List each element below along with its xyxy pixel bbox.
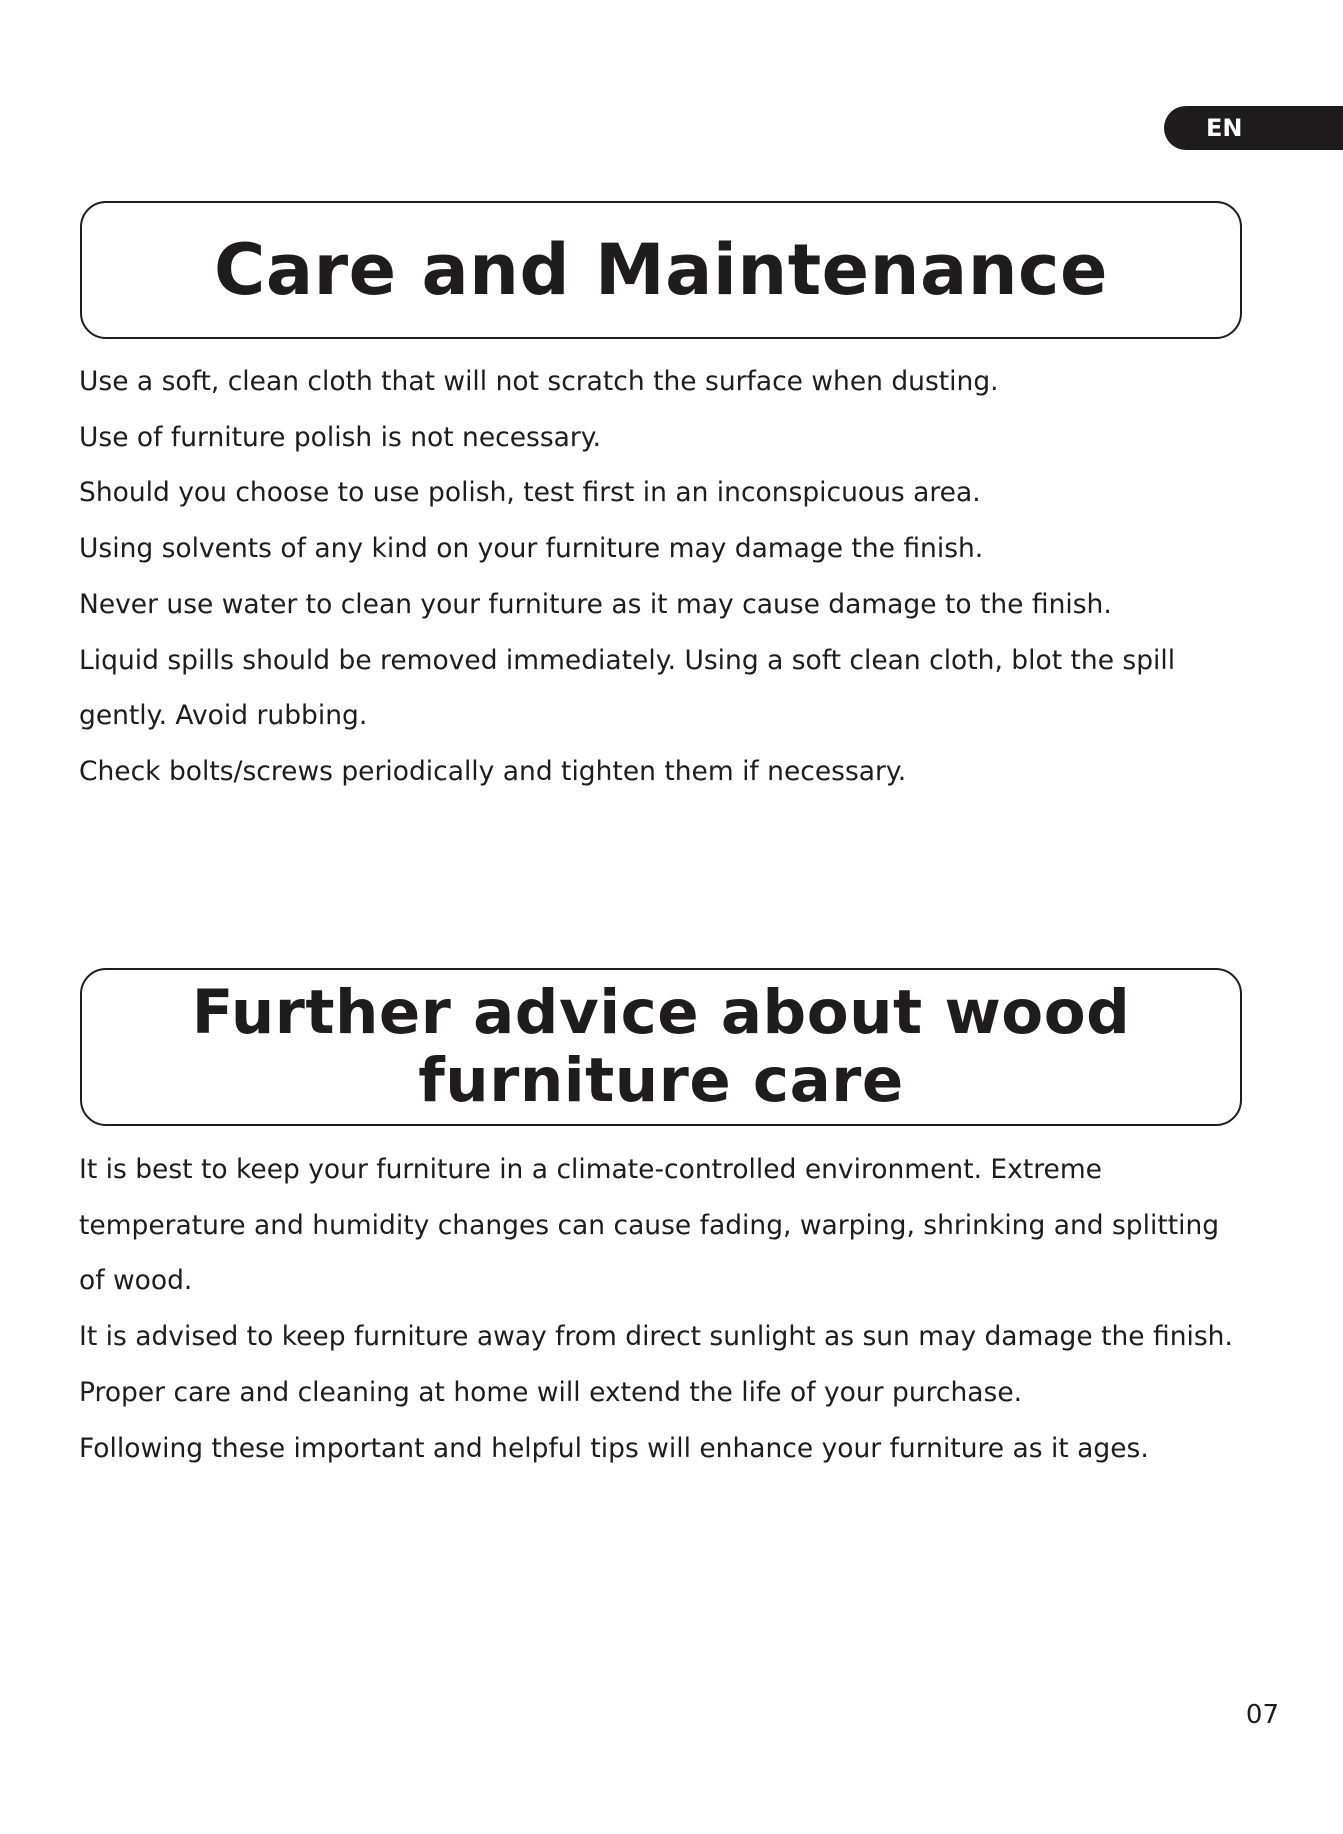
advice-paragraph: Proper care and cleaning at home will extend the life of your purchase. bbox=[79, 1376, 1023, 1408]
section-title-care: Care and Maintenance bbox=[213, 229, 1109, 311]
advice-paragraph: Following these important and helpful tips will enhance your furniture as it ages. bbox=[79, 1432, 1149, 1464]
section-title-line-1: Further advice about wood bbox=[191, 977, 1131, 1048]
advice-paragraph: It is best to keep your furniture in a climate-controlled environment. Extreme temperature and humidity changes can cause fading, warping, shrinking and splitting of wood. bbox=[79, 1154, 1220, 1297]
care-instructions bbox=[79, 354, 1249, 800]
care-paragraph: Use a soft, clean cloth that will not scratch the surface when dusting. bbox=[79, 366, 999, 397]
care-paragraph: Should you choose to use polish, test first in an inconspicuous area. bbox=[79, 477, 981, 509]
care-paragraph: Using solvents of any kind on your furniture may damage the finish. bbox=[79, 533, 984, 565]
section-title-box-care bbox=[80, 201, 1242, 339]
advice-paragraph: It is advised to keep furniture away from direct sunlight as sun may damage the finish. bbox=[79, 1321, 1233, 1353]
care-paragraph: Liquid spills should be removed immediately. Using a soft clean cloth, blot the spill gently. Avoid rubbing. bbox=[79, 644, 1176, 732]
advice-text bbox=[79, 1142, 1249, 1476]
section-title-line-2: furniture care bbox=[418, 1045, 904, 1116]
section-title-further-advice bbox=[192, 979, 1131, 1115]
page-number: 07 bbox=[1245, 1700, 1279, 1730]
language-label: EN bbox=[1206, 114, 1243, 142]
care-paragraph: Use of furniture polish is not necessary. bbox=[79, 421, 602, 453]
section-title-box-further-advice bbox=[80, 968, 1242, 1126]
care-paragraph: Check bolts/screws periodically and tighten them if necessary. bbox=[79, 755, 907, 787]
care-paragraph: Never use water to clean your furniture as it may cause damage to the finish. bbox=[79, 588, 1112, 620]
language-tab bbox=[1164, 106, 1343, 150]
